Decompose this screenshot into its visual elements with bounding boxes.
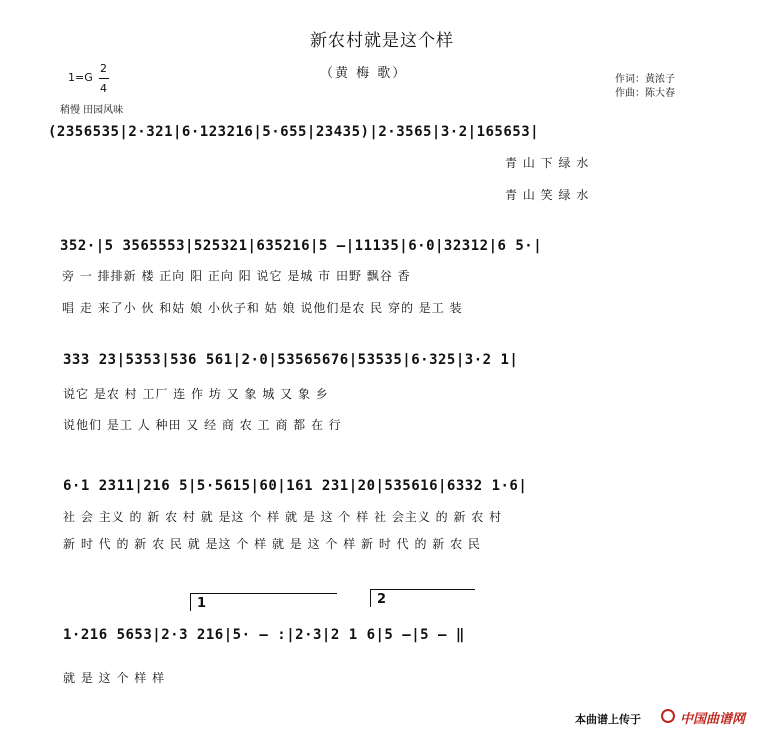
tempo-marking: 稍慢 田园风味 — [60, 105, 124, 116]
meter-denominator: 4 — [100, 82, 107, 95]
lyrics-row-3-verse-1: 说它 是农 村 工厂 连 作 坊 又 象 城 又 象 乡 — [63, 387, 329, 401]
notation-row-1: (2356535|2·321|6·123216|5·655|23435)|2·3565|3·2|165653| — [48, 124, 540, 140]
key-signature: 1=G — [68, 71, 93, 84]
notation-row-4: 6·1 2311|216 5|5·5615|60|161 231|20|535616|6332 1·6| — [63, 478, 528, 494]
song-subtitle: （黄 梅 歌） — [320, 66, 408, 81]
volta-1-number: 1 — [197, 596, 207, 611]
lyrics-row-4-verse-2: 新 时 代 的 新 农 民 就 是这 个 样 就 是 这 个 样 新 时 代 的 新 农 民 — [63, 537, 481, 551]
lyrics-row-3-verse-2: 说他们 是工 人 种田 又 经 商 农 工 商 都 在 行 — [63, 418, 342, 432]
site-name[interactable]: 中国曲谱网 — [680, 712, 746, 727]
upload-note: 本曲谱上传于 — [575, 713, 641, 726]
lyrics-row-1-verse-2: 青 山 笑 绿 水 — [505, 188, 590, 202]
lyrics-row-2-verse-2: 唱 走 来了小 伙 和姑 娘 小伙子和 姑 娘 说他们是农 民 穿的 是工 装 — [62, 301, 463, 315]
notation-row-2: 352·|5 3565553|525321|635216|5 –|11135|6·0|32312|6 5·| — [60, 238, 543, 254]
volta-1-bracket — [190, 593, 337, 594]
volta-2-number: 2 — [377, 592, 387, 607]
meter-divider — [99, 78, 109, 79]
song-title: 新农村就是这个样 — [310, 31, 454, 51]
meter-numerator: 2 — [100, 62, 107, 75]
notation-row-3: 333 23|5353|536 561|2·0|53565676|53535|6·325|3·2 1| — [63, 352, 519, 368]
site-logo-icon — [661, 709, 675, 723]
volta-1-bracket-edge — [190, 593, 191, 611]
notation-row-5: 1·216 5653|2·3 216|5· – :|2·3|2 1 6|5 –|5 – ‖ — [63, 627, 465, 643]
composer-credit: 作曲：陈大春 — [615, 88, 675, 99]
volta-2-bracket-edge — [370, 589, 371, 607]
lyrics-row-1-verse-1: 青 山 下 绿 水 — [505, 156, 590, 170]
volta-2-bracket — [370, 589, 475, 590]
lyrics-row-2-verse-1: 旁 一 排排新 楼 正向 阳 正向 阳 说它 是城 市 田野 飘谷 香 — [62, 269, 411, 283]
lyrics-row-5-verse-1: 就 是 这 个 样 样 — [63, 671, 166, 685]
lyrics-row-4-verse-1: 社 会 主义 的 新 农 村 就 是这 个 样 就 是 这 个 样 社 会主义 的 新 农 村 — [63, 510, 503, 524]
lyricist-credit: 作词：黄浓子 — [615, 74, 675, 85]
